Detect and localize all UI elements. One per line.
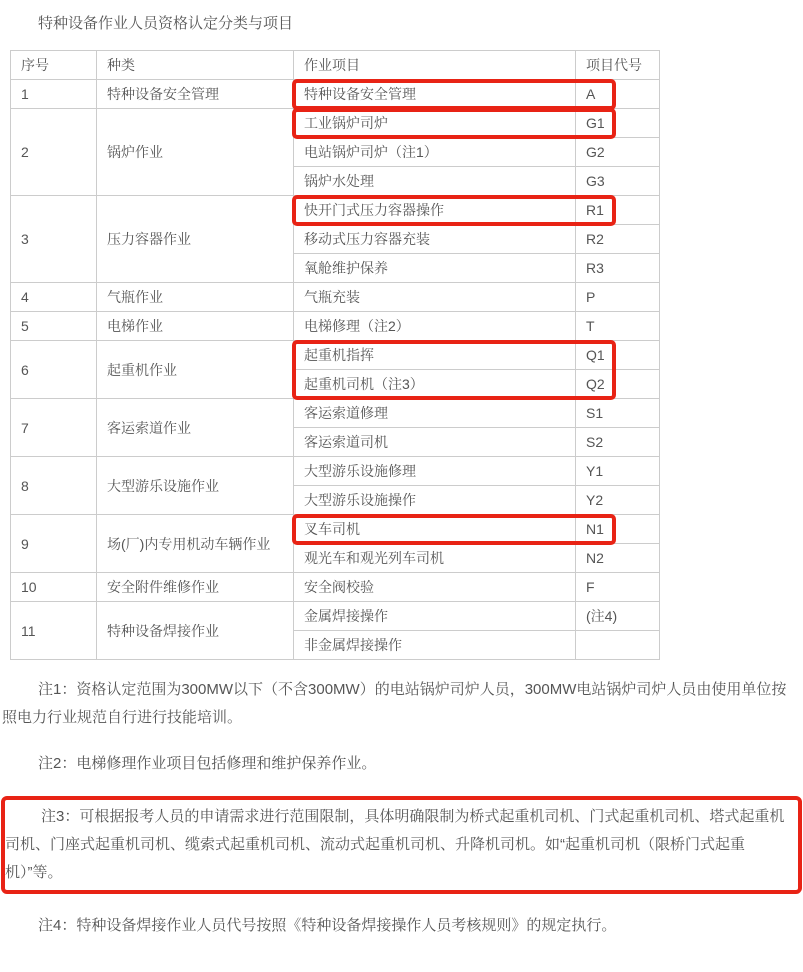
project-cell: 起重机司机（注3）: [294, 370, 576, 399]
table-row: [11, 399, 660, 428]
serial-cell: 5: [11, 312, 97, 341]
project-cell: 大型游乐设施操作: [294, 486, 576, 515]
category-cell: 气瓶作业: [97, 283, 294, 312]
category-cell: 锅炉作业: [97, 109, 294, 196]
category-cell: 安全附件维修作业: [97, 573, 294, 602]
project-cell: 氧舱维护保养: [294, 254, 576, 283]
category-cell: 特种设备焊接作业: [97, 602, 294, 660]
notes-section: [0, 676, 803, 940]
code-cell: N1: [576, 515, 660, 544]
code-cell: S2: [576, 428, 660, 457]
category-cell: 电梯作业: [97, 312, 294, 341]
code-cell: Q2: [576, 370, 660, 399]
table-row: [11, 573, 660, 602]
serial-cell: 3: [11, 196, 97, 283]
project-cell: 移动式压力容器充装: [294, 225, 576, 254]
category-cell: 场(厂)内专用机动车辆作业: [97, 515, 294, 573]
note-paragraph: 注4：特种设备焊接作业人员代号按照《特种设备焊接操作人员考核规则》的规定执行。: [38, 917, 617, 934]
serial-cell: 9: [11, 515, 97, 573]
table-row: [11, 196, 660, 225]
project-cell: 锅炉水处理: [294, 167, 576, 196]
qualification-table: [10, 50, 660, 660]
serial-cell: 10: [11, 573, 97, 602]
page-title: 特种设备作业人员资格认定分类与项目: [38, 15, 294, 32]
project-cell: 安全阀校验: [294, 573, 576, 602]
project-cell: 大型游乐设施修理: [294, 457, 576, 486]
project-cell: 电站锅炉司炉（注1）: [294, 138, 576, 167]
code-cell: Y1: [576, 457, 660, 486]
project-cell: 特种设备安全管理: [294, 80, 576, 109]
code-cell: R1: [576, 196, 660, 225]
project-cell: 非金属焊接操作: [294, 631, 576, 660]
project-cell: 气瓶充装: [294, 283, 576, 312]
table-row: [11, 109, 660, 138]
code-cell: P: [576, 283, 660, 312]
project-cell: 快开门式压力容器操作: [294, 196, 576, 225]
table-row: [11, 80, 660, 109]
serial-cell: 2: [11, 109, 97, 196]
code-cell: (注4): [576, 602, 660, 631]
header-cell: 序号: [11, 51, 97, 80]
table-row: [11, 602, 660, 631]
table-row: [11, 457, 660, 486]
code-cell: Q1: [576, 341, 660, 370]
category-cell: 特种设备安全管理: [97, 80, 294, 109]
code-cell: G1: [576, 109, 660, 138]
code-cell: S1: [576, 399, 660, 428]
table-row: [11, 312, 660, 341]
project-cell: 客运索道修理: [294, 399, 576, 428]
header-cell: 作业项目: [294, 51, 576, 80]
serial-cell: 4: [11, 283, 97, 312]
note-paragraph: 注2：电梯修理作业项目包括修理和维护保养作业。: [38, 755, 377, 772]
project-cell: 金属焊接操作: [294, 602, 576, 631]
code-cell: A: [576, 80, 660, 109]
code-cell: [576, 631, 660, 660]
category-cell: 大型游乐设施作业: [97, 457, 294, 515]
note-paragraph: 注1：资格认定范围为300MW以下（不含300MW）的电站锅炉司炉人员，300MW电站锅炉司炉人员由使用单位按照电力行业规范自行进行技能培训。: [2, 681, 787, 726]
project-cell: 客运索道司机: [294, 428, 576, 457]
code-cell: R3: [576, 254, 660, 283]
project-cell: 起重机指挥: [294, 341, 576, 370]
table-row: [11, 515, 660, 544]
project-cell: 叉车司机: [294, 515, 576, 544]
category-cell: 客运索道作业: [97, 399, 294, 457]
project-cell: 工业锅炉司炉: [294, 109, 576, 138]
code-cell: R2: [576, 225, 660, 254]
code-cell: N2: [576, 544, 660, 573]
serial-cell: 7: [11, 399, 97, 457]
code-cell: F: [576, 573, 660, 602]
project-cell: 电梯修理（注2）: [294, 312, 576, 341]
serial-cell: 11: [11, 602, 97, 660]
code-cell: T: [576, 312, 660, 341]
serial-cell: 6: [11, 341, 97, 399]
category-cell: 起重机作业: [97, 341, 294, 399]
header-cell: 项目代号: [576, 51, 660, 80]
serial-cell: 1: [11, 80, 97, 109]
project-cell: 观光车和观光列车司机: [294, 544, 576, 573]
table-row: [11, 283, 660, 312]
table-row: [11, 341, 660, 370]
table-header-row: [11, 51, 660, 80]
header-cell: 种类: [97, 51, 294, 80]
serial-cell: 8: [11, 457, 97, 515]
category-cell: 压力容器作业: [97, 196, 294, 283]
code-cell: G2: [576, 138, 660, 167]
note-paragraph-highlighted: 注3：可根据报考人员的申请需求进行范围限制，具体明确限制为桥式起重机司机、门式起重机司机、塔式起重机司机、门座式起重机司机、缆索式起重机司机、流动式起重机司机、升降机司机。如“起重机司机（限桥门式起重机）”等。: [1, 796, 802, 894]
code-cell: Y2: [576, 486, 660, 515]
code-cell: G3: [576, 167, 660, 196]
